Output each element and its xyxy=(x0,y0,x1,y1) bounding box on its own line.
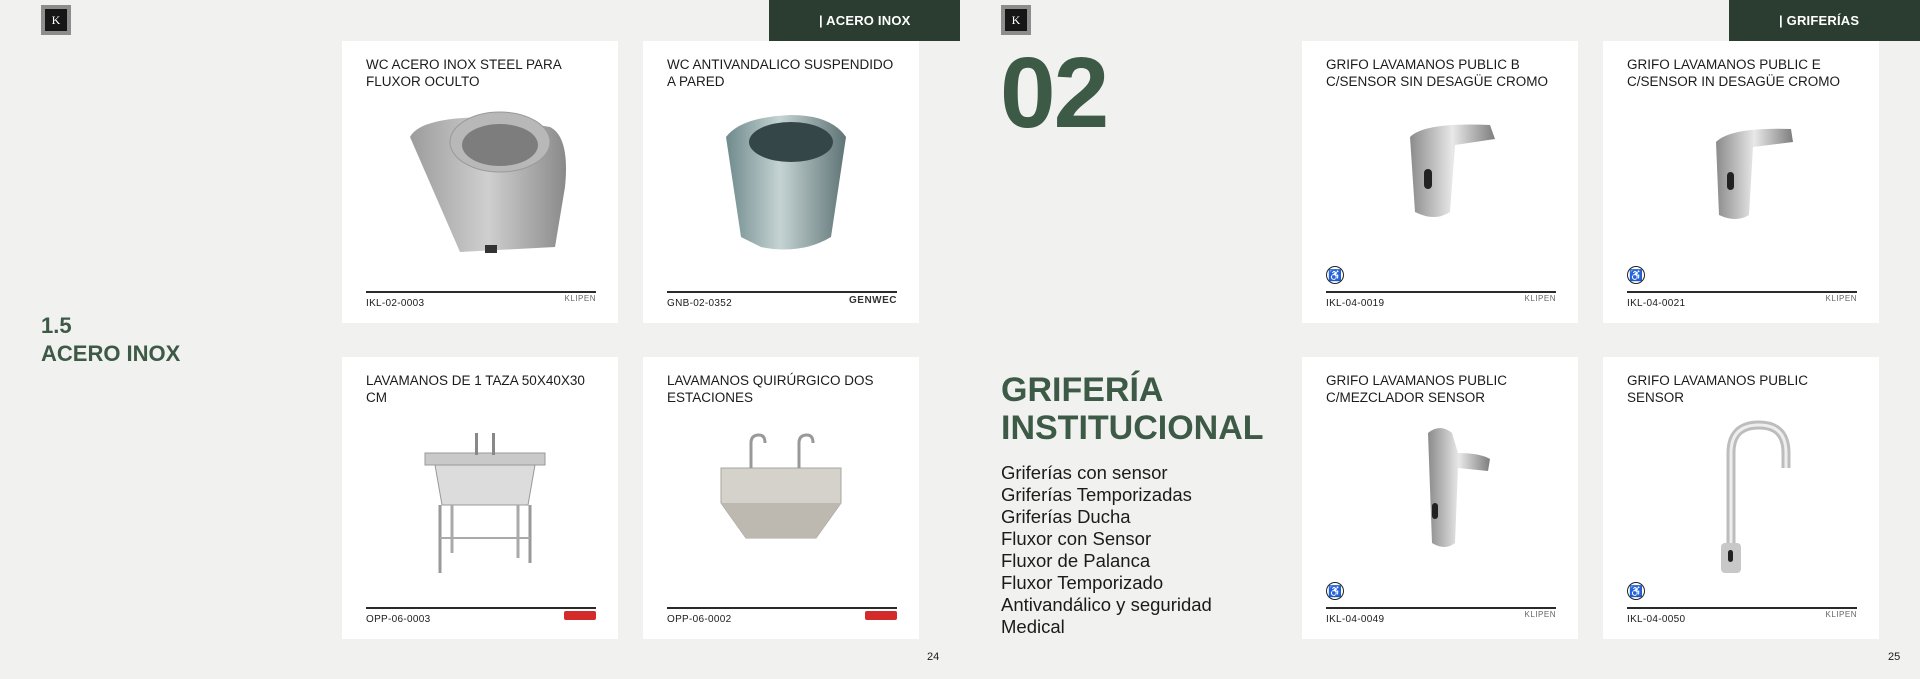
product-card xyxy=(342,357,618,639)
product-card xyxy=(643,41,919,323)
brand-red-logo xyxy=(865,611,897,620)
product-title: GRIFO LAVAMANOS PUBLIC SENSOR xyxy=(1627,373,1809,405)
product-title: GRIFO LAVAMANOS PUBLIC B C/SENSOR SIN DESAGÜE CROMO xyxy=(1326,57,1549,89)
divider xyxy=(667,607,897,609)
list-item: Fluxor de Palanca xyxy=(1001,550,1151,571)
list-item: Griferías Ducha xyxy=(1001,506,1131,527)
brand-logo-icon: K xyxy=(1001,5,1031,35)
product-code: GNB-02-0352 xyxy=(667,298,732,309)
list-item: Medical xyxy=(1001,616,1065,637)
product-card xyxy=(342,41,618,323)
faucet-sensor-image xyxy=(1603,97,1879,267)
divider xyxy=(1627,607,1857,609)
list-item: Fluxor con Sensor xyxy=(1001,528,1152,549)
product-title: WC ANTIVANDALICO SUSPENDIDO A PARED xyxy=(667,57,894,89)
product-card xyxy=(1302,41,1578,323)
wheelchair-icon: ♿ xyxy=(1627,266,1645,284)
section-number: 1.5 xyxy=(41,313,72,338)
tab-acero-inox: | ACERO INOX xyxy=(769,0,960,41)
product-title: LAVAMANOS DE 1 TAZA 50X40X30 CM xyxy=(366,373,585,405)
brand-logo-icon: K xyxy=(41,5,71,35)
faucet-sensor-image xyxy=(1302,97,1578,267)
brand-genwec-logo: GENWEC xyxy=(849,295,897,306)
divider xyxy=(1326,607,1556,609)
product-code: OPP-06-0002 xyxy=(667,614,732,625)
wheelchair-icon: ♿ xyxy=(1326,266,1344,284)
feature-list xyxy=(1001,462,1212,638)
product-card xyxy=(1603,41,1879,323)
product-code: IKL-04-0019 xyxy=(1326,298,1385,309)
section-name: ACERO INOX xyxy=(41,341,181,366)
divider xyxy=(1627,291,1857,293)
brand-klipen-logo: KLIPEN xyxy=(1825,610,1857,619)
brand-klipen-logo: KLIPEN xyxy=(1524,610,1556,619)
chapter-number: 02 xyxy=(1000,37,1108,149)
product-title: WC ACERO INOX STEEL PARA FLUXOR OCULTO xyxy=(366,57,562,89)
divider xyxy=(366,607,596,609)
tab-griferias: | GRIFERÍAS xyxy=(1729,0,1920,41)
page-number: 24 xyxy=(927,651,940,663)
washbasin-image xyxy=(342,413,618,583)
product-card xyxy=(1603,357,1879,639)
page-number: 25 xyxy=(1888,651,1901,663)
product-code: OPP-06-0003 xyxy=(366,614,431,625)
section-title xyxy=(41,312,180,368)
list-item: Antivandálico y seguridad xyxy=(1001,594,1212,615)
wc-steel-image xyxy=(342,97,618,267)
faucet-gooseneck-image xyxy=(1603,413,1879,583)
brand-klipen-logo: KLIPEN xyxy=(1825,294,1857,303)
product-card xyxy=(1302,357,1578,639)
wheelchair-icon: ♿ xyxy=(1326,582,1344,600)
product-title: GRIFO LAVAMANOS PUBLIC C/MEZCLADOR SENSOR xyxy=(1326,373,1508,405)
list-item: Griferías con sensor xyxy=(1001,462,1168,483)
product-code: IKL-02-0003 xyxy=(366,298,425,309)
divider xyxy=(366,291,596,293)
wheelchair-icon: ♿ xyxy=(1627,582,1645,600)
brand-klipen-logo: KLIPEN xyxy=(564,294,596,303)
list-item: Griferías Temporizadas xyxy=(1001,484,1192,505)
product-title: GRIFO LAVAMANOS PUBLIC E C/SENSOR IN DESAGÜE CROMO xyxy=(1627,57,1841,89)
product-title: LAVAMANOS QUIRÚRGICO DOS ESTACIONES xyxy=(667,373,874,405)
faucet-mixer-image xyxy=(1302,413,1578,583)
product-code: IKL-04-0049 xyxy=(1326,614,1385,625)
brand-red-logo xyxy=(564,611,596,620)
divider xyxy=(667,291,897,293)
brand-klipen-logo: KLIPEN xyxy=(1524,294,1556,303)
chapter-heading: GRIFERÍA INSTITUCIONAL xyxy=(1001,371,1264,447)
divider xyxy=(1326,291,1556,293)
product-code: IKL-04-0021 xyxy=(1627,298,1686,309)
product-code: IKL-04-0050 xyxy=(1627,614,1686,625)
product-card xyxy=(643,357,919,639)
wc-antivandal-image xyxy=(643,97,919,267)
surgical-sink-image xyxy=(643,413,919,583)
list-item: Fluxor Temporizado xyxy=(1001,572,1164,593)
right-page xyxy=(960,0,1920,679)
